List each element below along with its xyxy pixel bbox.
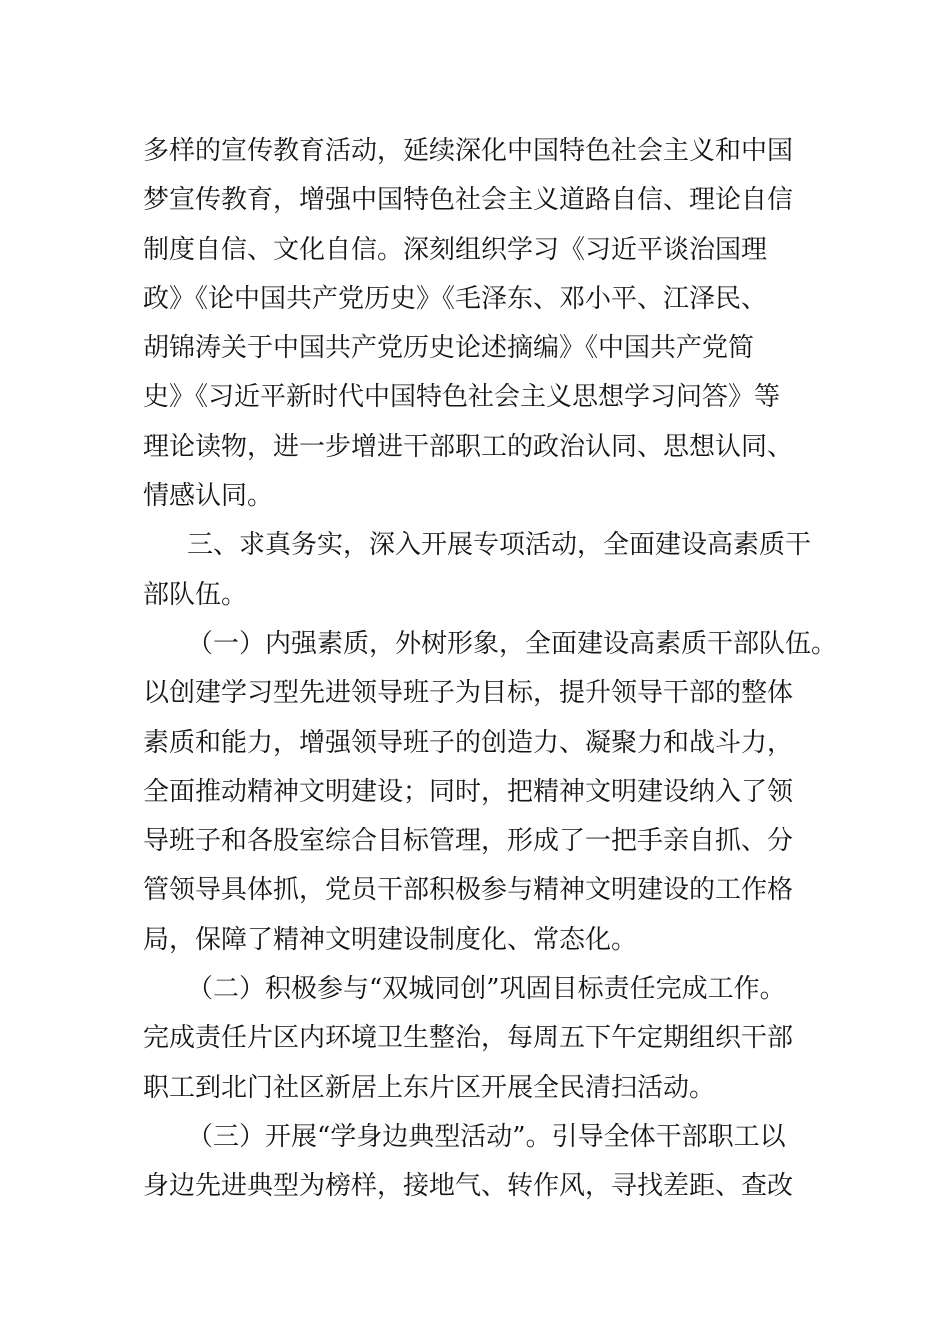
subsection-heading: （三）开展“学身边典型活动”。引导全体干部职工以 xyxy=(187,1121,786,1152)
text-line: 局，保障了精神文明建设制度化、常态化。 xyxy=(143,924,638,955)
text-line: 史》《习近平新时代中国特色社会主义思想学习问答》等 xyxy=(143,382,781,413)
text-line: 胡锦涛关于中国共产党历史论述摘编》《中国共产党简 xyxy=(143,333,755,364)
text-line: 多样的宣传教育活动，延续深化中国特色社会主义和中国 xyxy=(143,136,794,166)
subsection-heading: （一）内强素质，外树形象，全面建设高素质干部队伍。 xyxy=(187,628,838,659)
text-line: 完成责任片区内环境卫生整治，每周五下午定期组织干部 xyxy=(143,1023,794,1054)
text-line: 全面推动精神文明建设；同时，把精神文明建设纳入了领 xyxy=(143,776,794,807)
section-heading: 三、求真务实，深入开展专项活动，全面建设高素质干 xyxy=(187,530,812,561)
text-line: 政》《论中国共产党历史》《毛泽东、邓小平、江泽民、 xyxy=(143,283,768,314)
text-line: 职工到北门社区新居上东片区开展全民清扫活动。 xyxy=(143,1072,716,1103)
text-line: 梦宣传教育，增强中国特色社会主义道路自信、理论自信 xyxy=(143,185,794,216)
text-line: 管领导具体抓，党员干部积极参与精神文明建设的工作格 xyxy=(143,875,794,906)
text-line: 制度自信、文化自信。深刻组织学习《习近平谈治国理 xyxy=(143,234,768,265)
text-line: 理论读物，进一步增进干部职工的政治认同、思想认同、 xyxy=(143,431,794,462)
text-line: 身边先进典型为榜样，接地气、转作风，寻找差距、查改 xyxy=(143,1171,794,1202)
text-line: 情感认同。 xyxy=(143,481,274,512)
text-line: 素质和能力，增强领导班子的创造力、凝聚力和战斗力， xyxy=(143,727,794,758)
text-line: 部队伍。 xyxy=(143,579,248,610)
text-line: 导班子和各股室综合目标管理，形成了一把手亲自抓、分 xyxy=(143,826,794,857)
text-line: 以创建学习型先进领导班子为目标，提升领导干部的整体 xyxy=(143,678,794,709)
subsection-heading: （二）积极参与“双城同创”巩固目标责任完成工作。 xyxy=(187,974,786,1005)
document-body xyxy=(143,127,838,1212)
